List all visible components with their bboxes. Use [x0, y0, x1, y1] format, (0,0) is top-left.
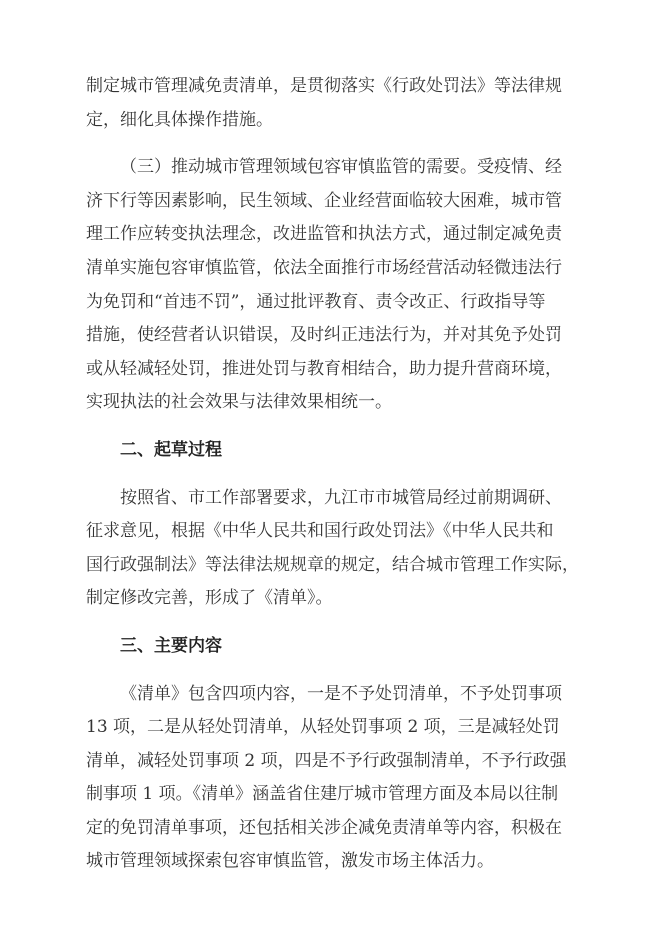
- text-line: 按照省、市工作部署要求，九江市市城管局经过前期调研、: [120, 487, 562, 508]
- text-line: 为免罚和“首违不罚”，通过批评教育、责令改正、行政指导等: [86, 291, 546, 312]
- section-heading-drafting: 二、起草过程: [120, 439, 222, 460]
- text-line: 城市管理领域探索包容审慎监管，激发市场主体活力。: [86, 851, 494, 872]
- text-line: 定，细化具体操作措施。: [86, 109, 273, 130]
- text-line: 清单实施包容审慎监管，依法全面推行市场经营活动轻微违法行: [86, 257, 562, 278]
- paragraph-drafting-process: [86, 482, 588, 616]
- section-heading-main-content: 三、主要内容: [120, 635, 222, 656]
- text-line: 制定城市管理减免责清单，是贯彻落实《行政处罚法》等法律规: [86, 76, 562, 96]
- text-line: 国行政强制法》等法律法规规章的规定，结合城市管理工作实际，: [86, 554, 579, 575]
- paragraph-intro: [86, 70, 588, 137]
- text-line: 13 项，二是从轻处罚清单，从轻处罚事项 2 项，三是减轻处罚: [86, 717, 560, 738]
- text-line: 清单，减轻处罚事项 2 项，四是不予行政强制清单，不予行政强: [86, 750, 567, 771]
- text-line: 理工作应转变执法理念，改进监管和执法方式，通过制定减免责: [86, 224, 562, 245]
- text-line: 《清单》包含四项内容，一是不予处罚清单，不予处罚事项: [120, 683, 562, 704]
- text-line: （三）推动城市管理领域包容审慎监管的需要。受疫情、经: [120, 157, 562, 178]
- document-page: [86, 70, 588, 893]
- text-line: 制事项 1 项。《清单》涵盖省住建厅城市管理方面及本局以往制: [86, 784, 559, 805]
- text-line: 济下行等因素影响，民生领域、企业经营面临较大困难，城市管: [86, 190, 562, 211]
- text-line: 征求意见，根据《中华人民共和国行政处罚法》《中华人民共和: [86, 521, 554, 542]
- text-line: 制定修改完善，形成了《清单》。: [86, 588, 333, 609]
- text-line: 定的免罚清单事项，还包括相关涉企减免责清单等内容，积极在: [86, 817, 562, 838]
- paragraph-main-content: [86, 678, 588, 880]
- text-line: 实现执法的社会效果与法律效果相统一。: [86, 392, 392, 413]
- text-line: 或从轻减轻处罚，推进处罚与教育相结合，助力提升营商环境，: [86, 358, 562, 379]
- paragraph-section-3: [86, 151, 588, 420]
- text-line: 措施，使经营者认识错误，及时纠正违法行为，并对其免予处罚: [86, 325, 562, 346]
